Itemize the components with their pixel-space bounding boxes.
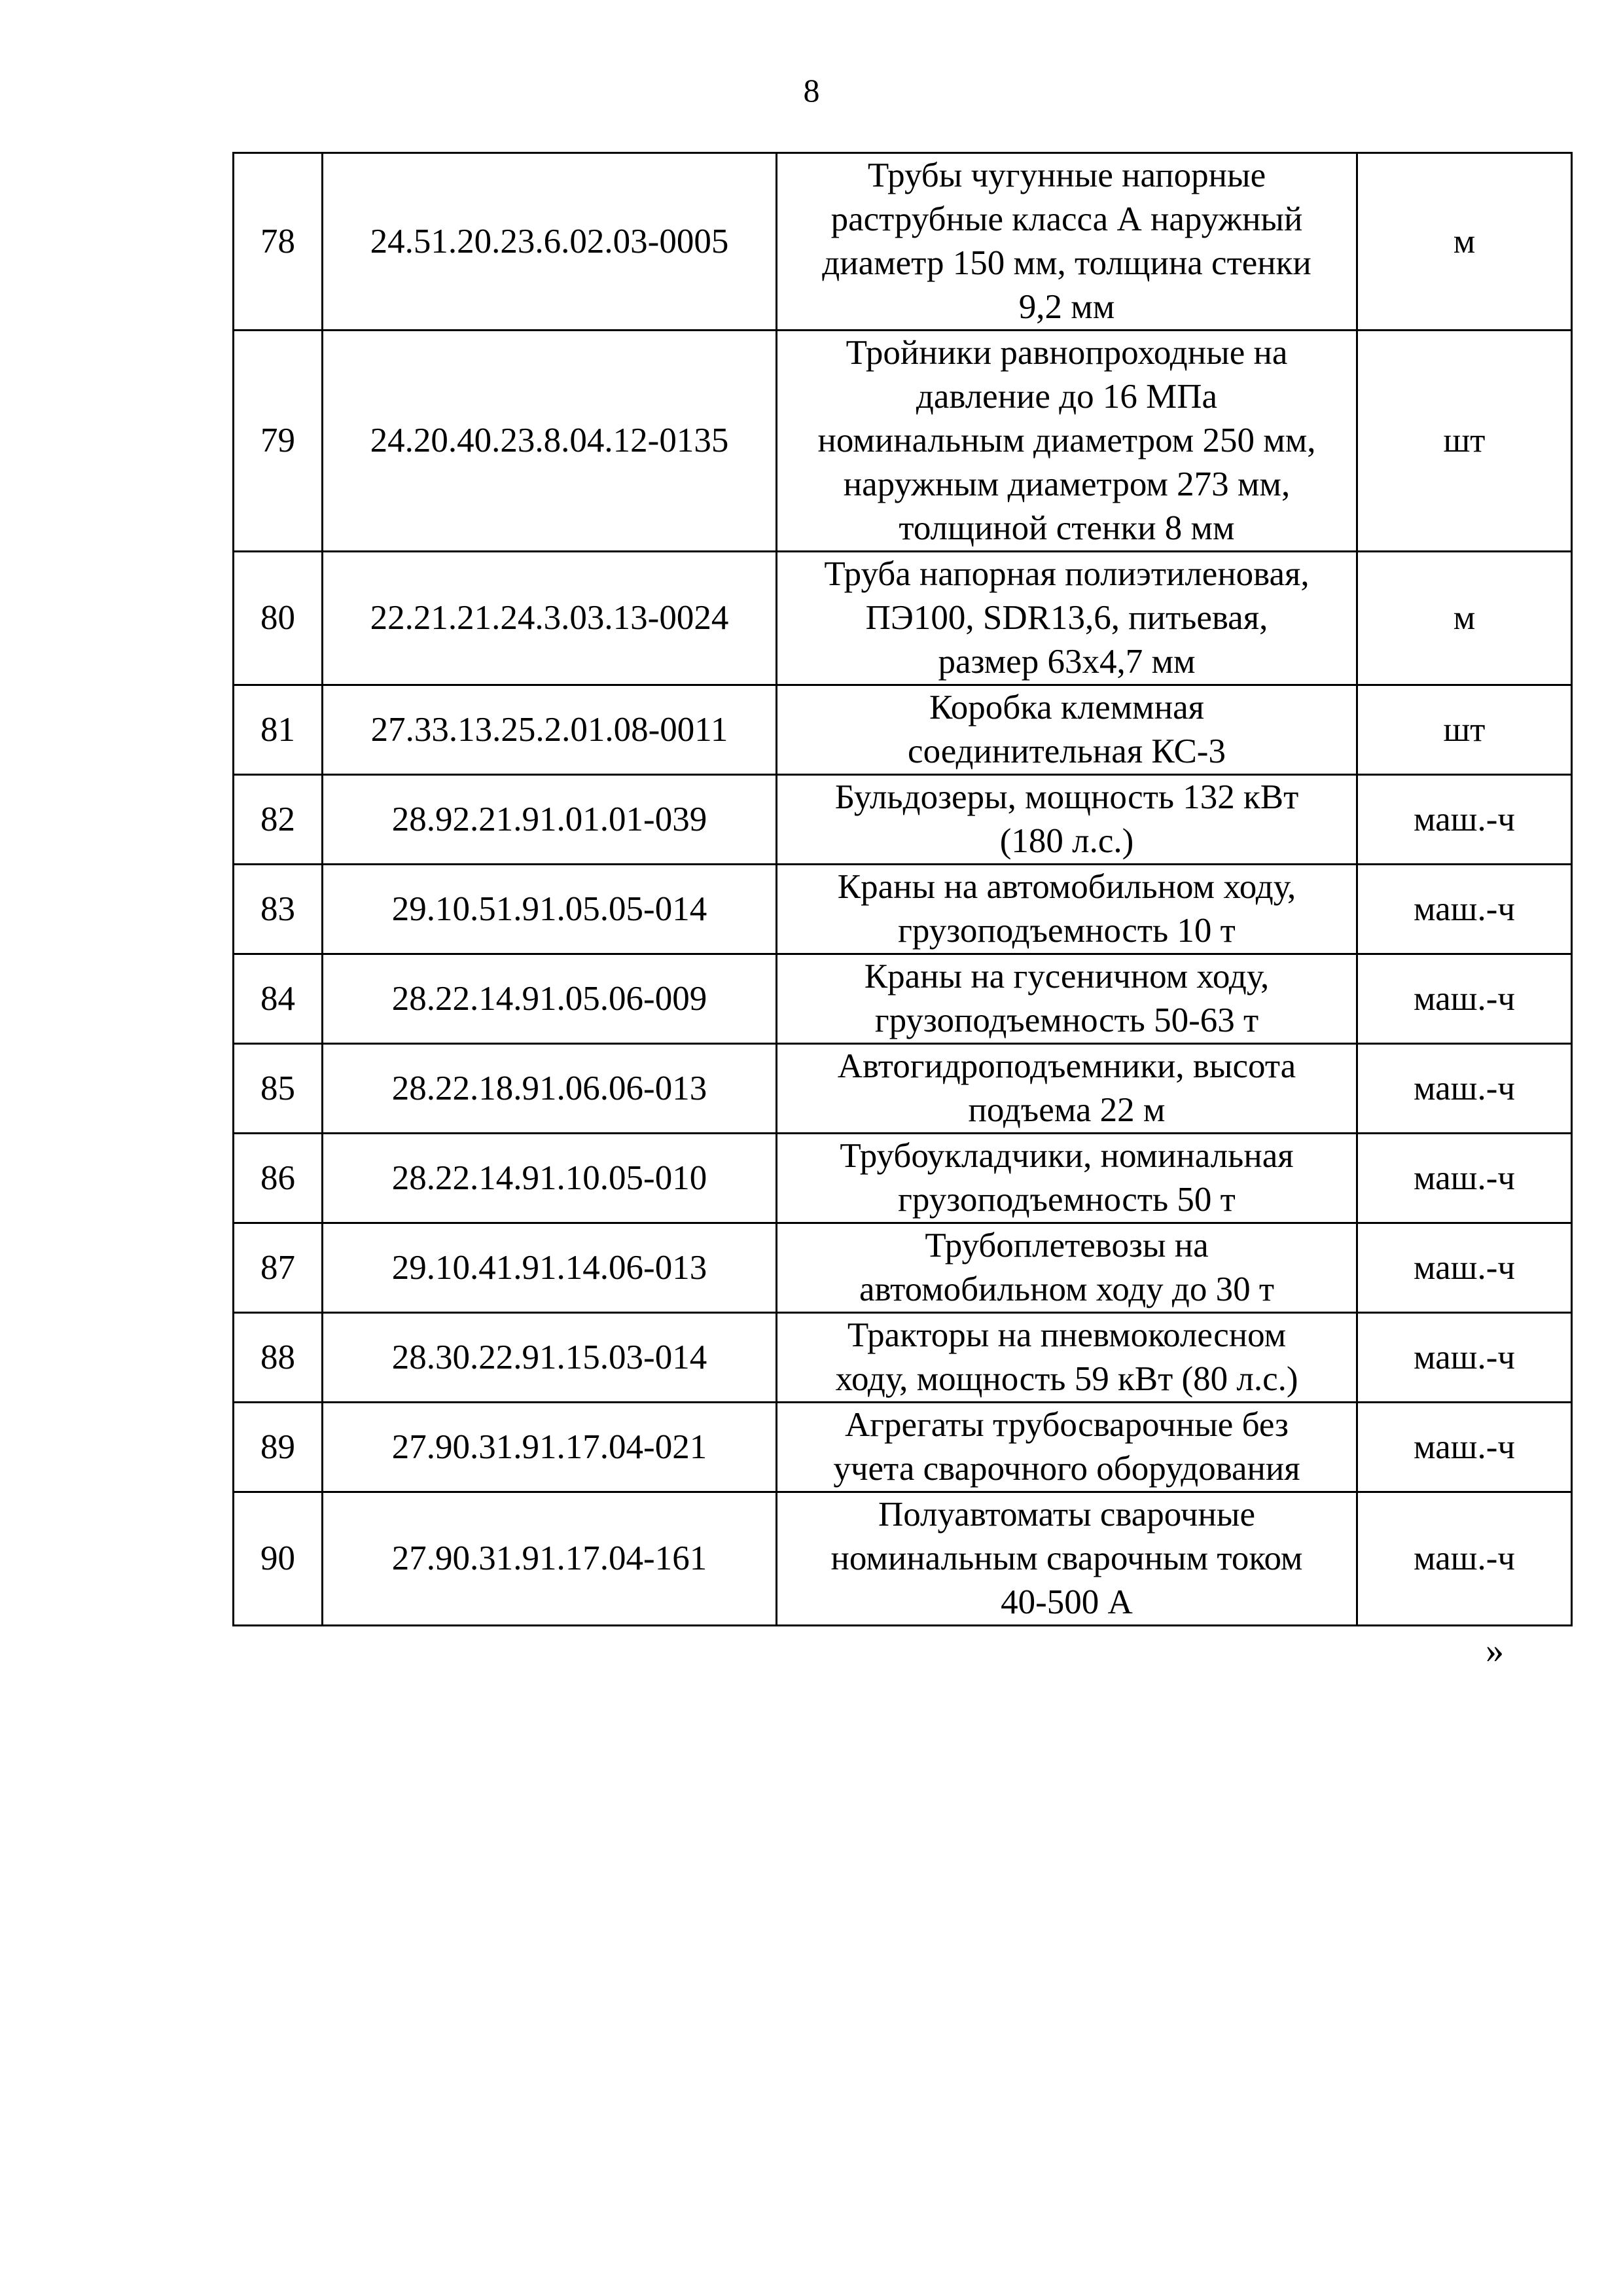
table-row <box>234 1223 1572 1313</box>
row-number-cell: 81 <box>234 685 323 775</box>
row-number-cell: 87 <box>234 1223 323 1313</box>
unit-cell: маш.-ч <box>1357 775 1572 865</box>
table-row <box>234 775 1572 865</box>
row-number-cell: 89 <box>234 1403 323 1492</box>
unit-cell: маш.-ч <box>1357 954 1572 1044</box>
unit-cell: маш.-ч <box>1357 1223 1572 1313</box>
table-row <box>234 1313 1572 1403</box>
table-body <box>234 153 1572 1626</box>
description-line: подъема 22 м <box>968 1091 1166 1129</box>
row-number-cell: 82 <box>234 775 323 865</box>
row-number-cell: 83 <box>234 865 323 954</box>
resource-code-cell: 24.51.20.23.6.02.03-0005 <box>323 153 777 331</box>
unit-cell: м <box>1357 552 1572 685</box>
table-row <box>234 153 1572 331</box>
description-line: давление до 16 МПа <box>916 378 1218 416</box>
resource-code-cell: 28.92.21.91.01.01-039 <box>323 775 777 865</box>
table-row <box>234 1403 1572 1492</box>
resource-description-cell <box>777 153 1357 331</box>
unit-cell: маш.-ч <box>1357 1134 1572 1223</box>
resource-description-cell <box>777 775 1357 865</box>
description-line: соединительная КС-3 <box>908 732 1226 770</box>
description-line: 9,2 мм <box>1018 288 1115 326</box>
resource-description-cell <box>777 1044 1357 1134</box>
closing-quote-mark: » <box>1486 1630 1504 1671</box>
description-line: раструбные класса А наружный <box>830 200 1303 238</box>
unit-cell: маш.-ч <box>1357 1313 1572 1403</box>
description-line: (180 л.с.) <box>999 822 1134 860</box>
description-line: Автогидроподъемники, высота <box>837 1047 1296 1085</box>
description-line: учета сварочного оборудования <box>833 1450 1300 1488</box>
resource-code-cell: 27.33.13.25.2.01.08-0011 <box>323 685 777 775</box>
description-line: Труба напорная полиэтиленовая, <box>824 555 1310 593</box>
resource-code-cell: 29.10.41.91.14.06-013 <box>323 1223 777 1313</box>
row-number-cell: 79 <box>234 331 323 552</box>
row-number-cell: 78 <box>234 153 323 331</box>
description-line: Трубоплетевозы на <box>925 1227 1209 1265</box>
description-line: грузоподъемность 50-63 т <box>874 1001 1259 1039</box>
unit-cell: шт <box>1357 685 1572 775</box>
resource-description-cell <box>777 552 1357 685</box>
resource-code-cell: 28.22.14.91.10.05-010 <box>323 1134 777 1223</box>
description-line: Трубоукладчики, номинальная <box>840 1137 1294 1175</box>
row-number-cell: 80 <box>234 552 323 685</box>
resource-description-cell <box>777 1492 1357 1626</box>
resource-code-cell: 27.90.31.91.17.04-161 <box>323 1492 777 1626</box>
resource-description-cell <box>777 1313 1357 1403</box>
resource-code-cell: 27.90.31.91.17.04-021 <box>323 1403 777 1492</box>
unit-cell: маш.-ч <box>1357 865 1572 954</box>
row-number-cell: 86 <box>234 1134 323 1223</box>
resource-code-cell: 28.30.22.91.15.03-014 <box>323 1313 777 1403</box>
table-row <box>234 1134 1572 1223</box>
description-line: наружным диаметром 273 мм, <box>843 465 1291 503</box>
unit-cell: маш.-ч <box>1357 1044 1572 1134</box>
description-line: диаметр 150 мм, толщина стенки <box>822 244 1311 282</box>
resource-description-cell <box>777 685 1357 775</box>
row-number-cell: 90 <box>234 1492 323 1626</box>
description-line: Краны на автомобильном ходу, <box>837 868 1296 906</box>
resource-code-cell: 24.20.40.23.8.04.12-0135 <box>323 331 777 552</box>
unit-cell: м <box>1357 153 1572 331</box>
table-row <box>234 1044 1572 1134</box>
description-line: размер 63х4,7 мм <box>938 643 1196 681</box>
resource-description-cell <box>777 1134 1357 1223</box>
description-line: Тракторы на пневмоколесном <box>847 1316 1287 1354</box>
description-line: автомобильном ходу до 30 т <box>859 1270 1275 1308</box>
resource-code-cell: 22.21.21.24.3.03.13-0024 <box>323 552 777 685</box>
description-line: Тройники равнопроходные на <box>846 334 1288 372</box>
unit-cell: маш.-ч <box>1357 1492 1572 1626</box>
description-line: ходу, мощность 59 кВт (80 л.с.) <box>835 1360 1298 1398</box>
unit-cell: маш.-ч <box>1357 1403 1572 1492</box>
row-number-cell: 85 <box>234 1044 323 1134</box>
row-number-cell: 88 <box>234 1313 323 1403</box>
table-row <box>234 685 1572 775</box>
resources-table <box>232 152 1573 1626</box>
description-line: Коробка клеммная <box>929 689 1204 726</box>
resource-description-cell <box>777 865 1357 954</box>
description-line: Полуавтоматы сварочные <box>878 1496 1255 1534</box>
description-line: номинальным сварочным током <box>830 1539 1303 1577</box>
resource-code-cell: 28.22.18.91.06.06-013 <box>323 1044 777 1134</box>
unit-cell: шт <box>1357 331 1572 552</box>
description-line: Агрегаты трубосварочные без <box>845 1406 1289 1444</box>
table-row <box>234 331 1572 552</box>
resource-description-cell <box>777 331 1357 552</box>
resource-code-cell: 28.22.14.91.05.06-009 <box>323 954 777 1044</box>
resource-description-cell <box>777 1223 1357 1313</box>
row-number-cell: 84 <box>234 954 323 1044</box>
resource-description-cell <box>777 954 1357 1044</box>
description-line: ПЭ100, SDR13,6, питьевая, <box>865 599 1268 637</box>
table-row <box>234 865 1572 954</box>
description-line: Бульдозеры, мощность 132 кВт <box>834 778 1299 816</box>
resource-code-cell: 29.10.51.91.05.05-014 <box>323 865 777 954</box>
description-line: грузоподъемность 50 т <box>898 1181 1236 1219</box>
description-line: грузоподъемность 10 т <box>898 912 1236 950</box>
description-line: Краны на гусеничном ходу, <box>864 958 1270 996</box>
description-line: Трубы чугунные напорные <box>867 156 1266 194</box>
table-row <box>234 954 1572 1044</box>
description-line: 40-500 А <box>1001 1583 1133 1621</box>
description-line: толщиной стенки 8 мм <box>899 509 1235 547</box>
table-row <box>234 1492 1572 1626</box>
resource-description-cell <box>777 1403 1357 1492</box>
page-number: 8 <box>803 72 820 109</box>
table-row <box>234 552 1572 685</box>
description-line: номинальным диаметром 250 мм, <box>817 422 1316 459</box>
